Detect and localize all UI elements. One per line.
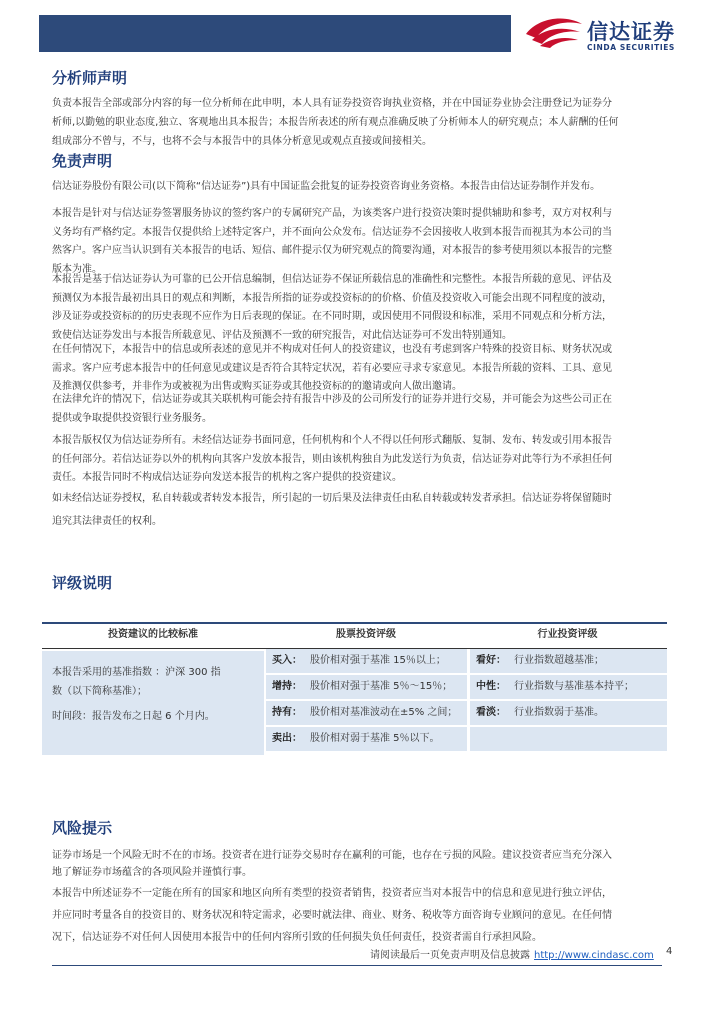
text-line: 负责本报告全部或部分内容的每一位分析师在此申明，本人具有证券投资咨询执业资格，并在中国证券业协会注册登记为证券分 [52,98,612,109]
disclaimer-paragraph-3 [52,271,670,345]
rating-label: 持有： [272,707,302,718]
company-logo [524,14,696,50]
rating-text: 行业指数弱于基准。 [514,707,604,718]
rating-label: 卖出： [272,733,302,744]
text-line: 信达证券股份有限公司(以下简称“信达证券”)具有中国证监会批复的证券投资咨询业务资格。本报告由信达证券制作并发布。 [52,181,601,192]
text-line: 并应同时考量各自的投资目的、财务状况和特定需求，必要时就法律、商业、财务、税收等方面咨询专业顾问的意见。在任何情 [52,910,612,921]
footer-notice-text: 请阅读最后一页免责声明及信息披露 [370,950,530,961]
industry-rating-positive [470,649,667,673]
risk-paragraph-2 [52,883,670,949]
rating-text: 股价相对弱于基准 5％以下。 [310,733,440,744]
text-line: 需求。客户应考虑本报告中的任何意见或建议是否符合其特定状况，若有必要应寻求专家意见。本报告所载的资料、工具、意见 [52,362,612,374]
risk-paragraph-1 [52,847,670,881]
logo-swoosh-icon [524,14,584,50]
text-line: 涉及证券或投资标的的历史表现不应作为日后表现的保证。在不同时期，或因使用不同假设和标准，采用不同观点和分析方法， [52,311,612,323]
stock-rating-overweight [266,675,467,699]
rating-col-header-industry: 行业投资评级 [468,624,667,649]
text-line: 致使信达证券发出与本报告所载意见、评估及预测不一致的研究报告，对此信达证券可不发出特别通知。 [52,329,512,341]
text-line: 本报告是针对与信达证券签署服务协议的签约客户的专属研究产品，为该类客户进行投资决策时提供辅助和参考，双方对权利与 [52,208,612,219]
text-line: 提供或争取提供投资银行业务服务。 [52,412,212,424]
text-line: 在法律允许的情况下，信达证券或其关联机构可能会持有报告中涉及的公司所发行的证券并进行交易，并可能会为这些公司正在 [52,394,612,405]
text-line: 然客户。客户应当认识到有关本报告的电话、短信、邮件提示仅为研究观点的简要沟通，对本报告的参考使用须以本报告的完整 [52,245,612,257]
text-line: 责任。本报告同时不构成信达证券向发送本报告的机构之客户提供的投资建议。 [52,472,402,484]
disclaimer-paragraph-5 [52,391,670,428]
rating-text: 行业指数超越基准； [514,655,604,666]
rating-text: 行业指数与基准基本持平； [514,681,634,692]
footer-rule [52,965,662,966]
rating-label: 增持： [272,681,302,692]
logo-chinese-name: 信达证券 [587,20,675,44]
text-line: 版本为准。 [52,263,102,275]
text-line: 地了解证券市场蕴含的各项风险并谨慎行事。 [52,867,252,878]
industry-rating-empty-cell [470,727,667,751]
stock-rating-buy [266,649,467,673]
text-line: 在任何情况下，本报告中的信息或所表述的意见并不构成对任何人的投资建议，也没有考虑到客户特殊的投资目标、财务状况或 [52,344,612,355]
industry-rating-negative [470,701,667,725]
text-line: 本报告版权仅为信达证券所有。未经信达证券书面同意，任何机构和个人不得以任何形式翻版、复制、发布、转发或引用本报告 [52,435,612,446]
text-line: 如未经信达证券授权，私自转载或者转发本报告，所引起的一切后果及法律责任由私自转载或转发者承担。信达证券将保留随时 [52,493,612,504]
page-number: 4 [666,946,673,957]
text-line: 及推测仅供参考，并非作为或被视为出售或购买证券或其他投资标的的邀请或向人做出邀请。 [52,381,462,393]
text-line: 追究其法律责任的权利。 [52,516,162,527]
stock-rating-sell [266,727,467,751]
text-line: 本报告采用的基准指数 ：沪深 300 指 [52,667,221,678]
analyst-heading: 分析师声明 [52,69,128,87]
text-line: 况下，信达证券不对任何人因使用本报告中的任何内容所引致的任何损失负任何责任，投资者需自行承担风险。 [52,932,542,943]
rating-heading: 评级说明 [52,574,113,592]
header-bar [39,15,511,52]
industry-rating-neutral [470,675,667,699]
disclaimer-paragraph-2 [52,205,670,279]
text-line: 证券市场是一个风险无时不在的市场。投资者在进行证券交易时存在赢利的可能，也存在亏损的风险。建议投资者应当充分深入 [52,850,612,861]
text-line: 预测仅为本报告最初出具日的观点和判断，本报告所指的证券或投资标的的价格、价值及投资收入可能会出现不同程度的波动， [52,292,612,304]
text-line: 组成部分不曾与，不与，也将不会与本报告中的具体分析意见或观点直接或间接相关。 [52,136,432,147]
rating-col-header-benchmark: 投资建议的比较标准 [42,624,264,649]
text-line: 义务均有严格约定。本报告仅提供给上述特定客户，并不面向公众发布。信达证券不会因接收人收到本报告而视其为本公司的当 [52,226,612,238]
logo-english-name: CINDA SECURITIES [587,43,675,52]
disclaimer-paragraph-6 [52,432,670,488]
disclaimer-paragraph-4 [52,341,670,397]
rating-col-header-stock: 股票投资评级 [264,624,468,649]
rating-benchmark-cell [42,651,264,755]
text-line: 析师,以勤勉的职业态度,独立、客观地出具本报告；本报告所表述的所有观点准确反映了分析师本人的研究观点；本人薪酬的任何 [52,117,619,128]
text-line: 时间段：报告发布之日起 6 个月内。 [52,711,215,722]
rating-text: 股价相对强于基准 5％～15％； [310,681,453,692]
disclaimer-paragraph-7 [52,487,670,533]
text-line: 本报告是基于信达证券认为可靠的已公开信息编制，但信达证券不保证所载信息的准确性和完整性。本报告所载的意见、评估及 [52,274,612,285]
rating-label: 看淡： [476,707,506,718]
rating-label: 看好： [476,655,506,666]
disclaimer-paragraph-1 [52,177,670,196]
analyst-paragraph [52,94,670,151]
footer-website-link[interactable]: http://www.cindasc.com [534,950,654,961]
rating-label: 买入： [272,655,302,666]
rating-text: 股价相对强于基准 15％以上； [310,655,446,666]
rating-label: 中性： [476,681,506,692]
disclaimer-heading: 免责声明 [52,152,113,170]
risk-heading: 风险提示 [52,819,113,837]
text-line: 的任何部分。若信达证券以外的机构向其客户发放本报告，则由该机构独自为此发送行为负责，信达证券对此等行为不承担任何 [52,453,612,465]
stock-rating-hold [266,701,467,725]
footer-notice [370,946,654,961]
rating-text: 股价相对基准波动在±5% 之间； [310,707,458,718]
text-line: 本报告中所述证券不一定能在所有的国家和地区向所有类型的投资者销售，投资者应当对本报告中的信息和意见进行独立评估， [52,888,612,899]
text-line: 数（以下简称基准）； [52,686,147,697]
